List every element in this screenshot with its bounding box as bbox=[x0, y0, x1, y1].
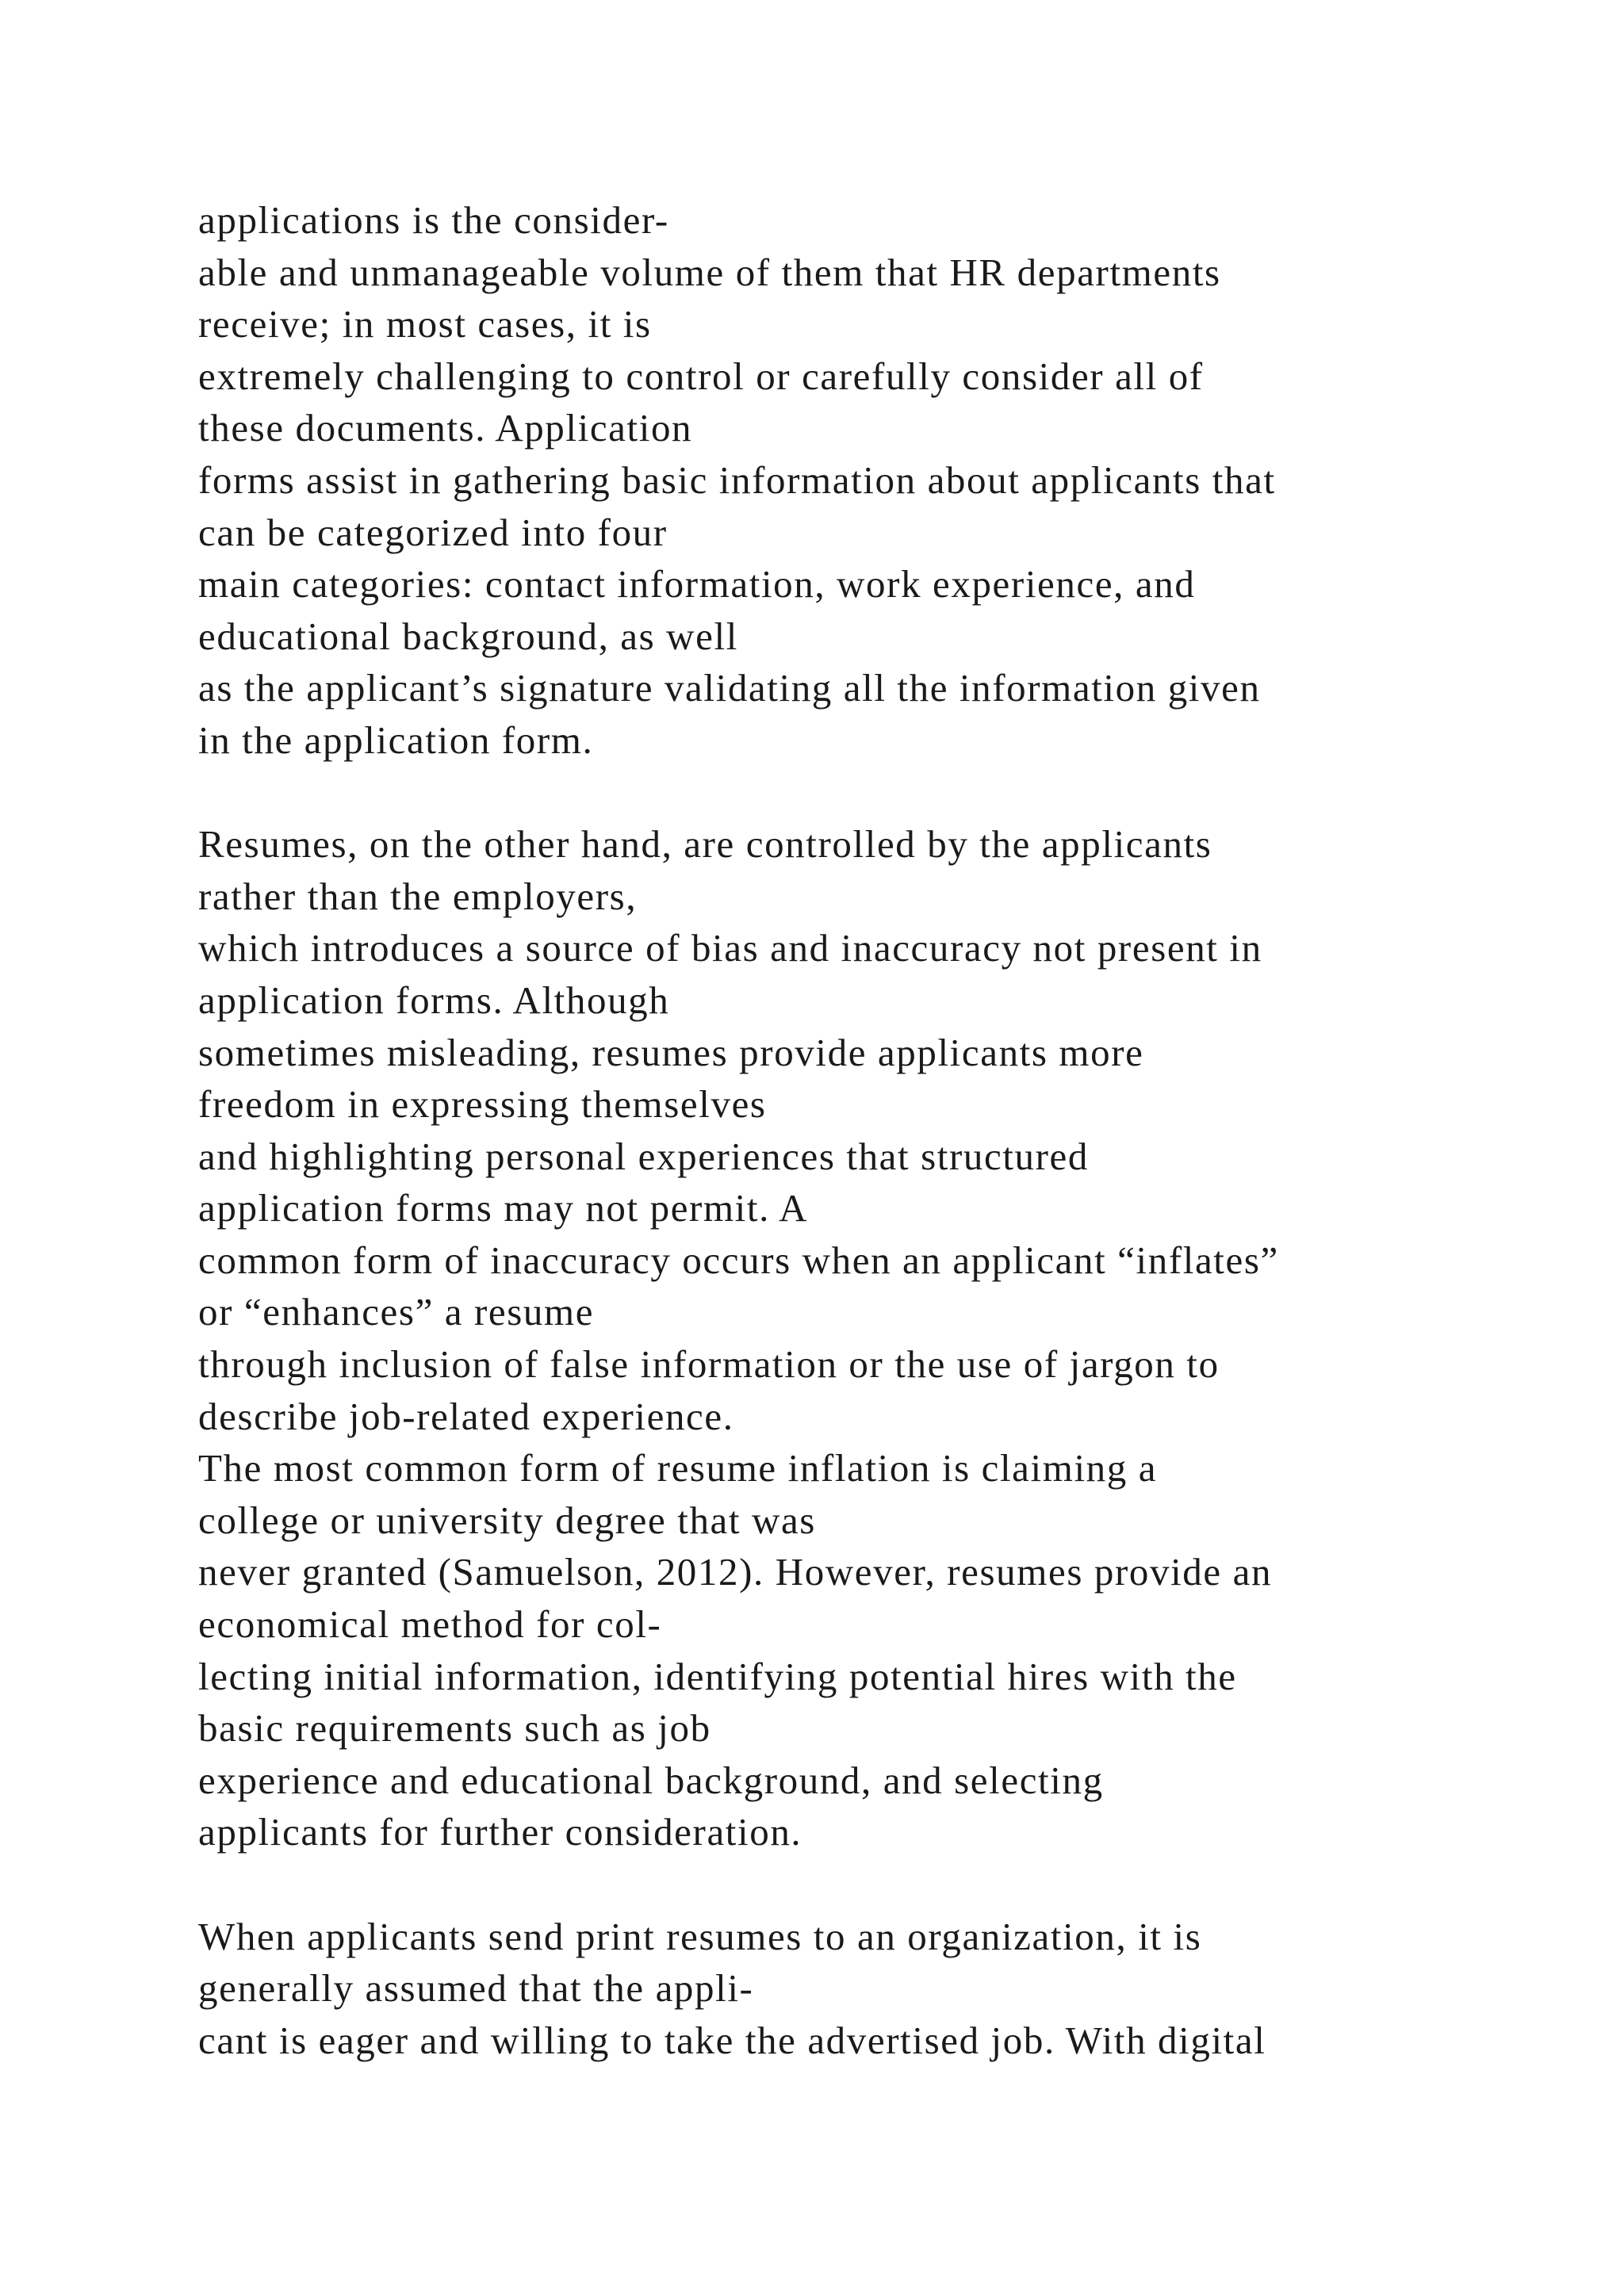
text-line: application forms. Although bbox=[198, 978, 670, 1022]
text-line: applications is the consider- bbox=[198, 198, 669, 242]
text-line: cant is eager and willing to take the advertised job. With digital bbox=[198, 2018, 1266, 2062]
paragraph-break bbox=[198, 1858, 1546, 1911]
text-line: When applicants send print resumes to an organization, it is bbox=[198, 1914, 1202, 1958]
text-line: rather than the employers, bbox=[198, 874, 638, 918]
document-body bbox=[198, 194, 1546, 2066]
text-line: and highlighting personal experiences that structured bbox=[198, 1134, 1090, 1178]
text-line: main categories: contact information, work experience, and bbox=[198, 562, 1196, 607]
text-line: as the applicant’s signature validating all the information given bbox=[198, 666, 1261, 710]
text-line: sometimes misleading, resumes provide applicants more bbox=[198, 1030, 1144, 1074]
text-line: common form of inaccuracy occurs when an applicant “inflates” bbox=[198, 1238, 1279, 1282]
text-line: generally assumed that the appli- bbox=[198, 1966, 754, 2011]
text-line: educational background, as well bbox=[198, 614, 738, 658]
text-line: application forms may not permit. A bbox=[198, 1186, 809, 1230]
text-line: extremely challenging to control or carefully consider all of bbox=[198, 354, 1204, 398]
text-line: which introduces a source of bias and inaccuracy not present in bbox=[198, 926, 1262, 970]
text-line: economical method for col- bbox=[198, 1602, 662, 1647]
text-line: forms assist in gathering basic information about applicants that bbox=[198, 457, 1276, 502]
text-line: or “enhances” a resume bbox=[198, 1290, 595, 1334]
text-line: able and unmanageable volume of them that HR departments bbox=[198, 250, 1221, 294]
text-line: can be categorized into four bbox=[198, 510, 668, 554]
text-line: lecting initial information, identifying potential hires with the bbox=[198, 1654, 1237, 1698]
text-line: describe job-related experience. bbox=[198, 1394, 734, 1438]
text-line: these documents. Application bbox=[198, 406, 693, 450]
text-line: college or university degree that was bbox=[198, 1498, 816, 1542]
text-line: through inclusion of false information or the use of jargon to bbox=[198, 1342, 1220, 1387]
paragraph-break bbox=[198, 767, 1546, 819]
text-line: basic requirements such as job bbox=[198, 1706, 711, 1751]
text-line: receive; in most cases, it is bbox=[198, 302, 652, 346]
text-line: experience and educational background, and selecting bbox=[198, 1758, 1104, 1802]
paragraph bbox=[198, 818, 1546, 1858]
text-line: never granted (Samuelson, 2012). However, resumes provide an bbox=[198, 1550, 1273, 1594]
text-line: Resumes, on the other hand, are controlled by the applicants bbox=[198, 822, 1212, 867]
paragraph bbox=[198, 194, 1546, 767]
text-line: applicants for further consideration. bbox=[198, 1810, 802, 1854]
text-line: freedom in expressing themselves bbox=[198, 1082, 767, 1127]
paragraph bbox=[198, 1911, 1546, 2067]
text-line: The most common form of resume inflation is claiming a bbox=[198, 1446, 1158, 1490]
text-line: in the application form. bbox=[198, 718, 594, 762]
